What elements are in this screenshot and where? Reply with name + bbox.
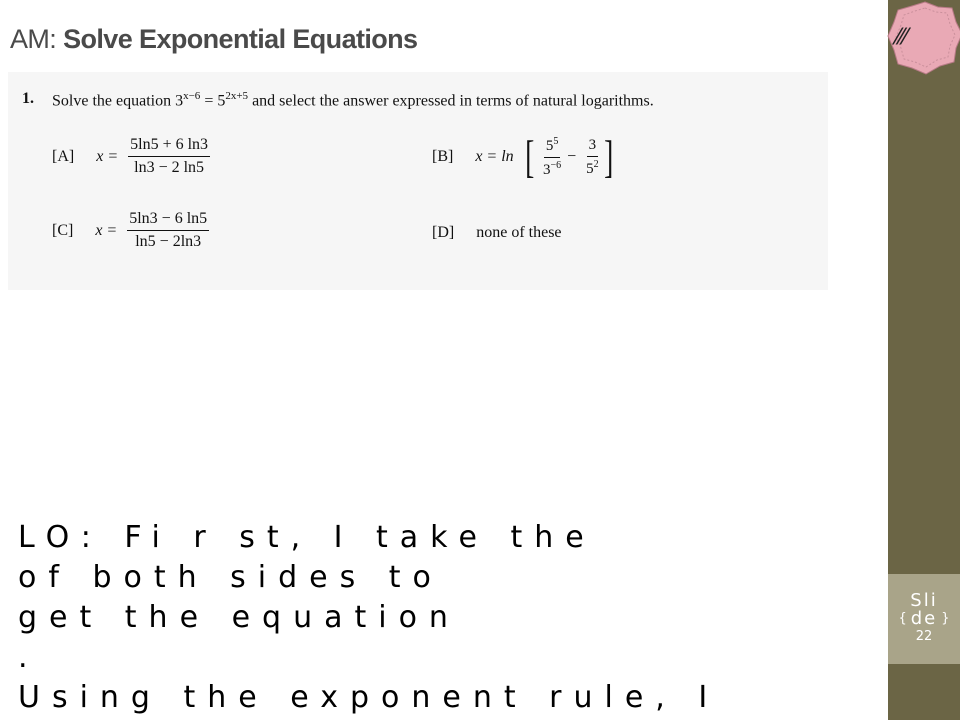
minus-sign: −	[567, 148, 577, 165]
fraction	[586, 137, 599, 178]
fraction-numerator: 5ln5 + 6 ln3	[128, 136, 210, 157]
slide-label: de	[910, 608, 938, 629]
choice-b[interactable]	[432, 131, 618, 182]
slide-label: Sli	[910, 590, 938, 611]
body-text	[18, 518, 878, 718]
title-lead: AM:	[10, 24, 64, 54]
title-main: Solve Exponential Equations	[63, 24, 418, 54]
brace-left-icon: {	[898, 611, 907, 626]
problem-prompt	[52, 90, 654, 110]
prompt-part: Solve the equation 3	[52, 92, 184, 110]
slide-number-tab	[888, 574, 960, 664]
choice-text: none of these	[476, 224, 562, 241]
fraction-numerator	[544, 136, 561, 158]
body-line: get the equation	[18, 600, 460, 635]
problem-number: 1.	[22, 90, 34, 107]
base: 5	[586, 160, 594, 177]
body-line: of both sides to	[18, 560, 443, 595]
exponent: 2x+5	[225, 90, 249, 102]
choice-var: x = ln	[475, 148, 514, 165]
brace-right-icon: }	[941, 611, 950, 626]
prompt-part: = 5	[200, 92, 226, 110]
svg-text:⁄⁄⁄: ⁄⁄⁄	[896, 25, 908, 50]
fraction	[127, 210, 209, 251]
exponent: −6	[550, 159, 562, 171]
choice-c[interactable]	[52, 210, 209, 251]
choice-tag: [A]	[52, 147, 75, 165]
fraction-numerator: 3	[587, 137, 599, 157]
fraction-denominator	[543, 158, 561, 179]
body-line: Using the exponent rule, I	[18, 680, 720, 715]
prompt-part: and select the answer expressed in terms of natural logarithms.	[248, 92, 654, 110]
bracket-right: ]	[603, 131, 613, 182]
problem-card	[8, 72, 828, 290]
choice-tag: [C]	[52, 221, 74, 239]
choice-tag: [B]	[432, 148, 454, 165]
fraction-numerator: 5ln3 − 6 ln5	[127, 210, 209, 231]
body-line: LO: Fi r st, I take the	[18, 520, 596, 555]
choice-a[interactable]	[52, 136, 210, 177]
choice-tag: [D]	[432, 224, 455, 241]
fraction	[543, 136, 561, 179]
choice-var: x =	[96, 147, 119, 165]
exponent: 2	[593, 158, 599, 170]
bracket-left: [	[524, 131, 534, 182]
body-line: .	[18, 640, 40, 675]
slide-title	[10, 24, 417, 64]
exponent: x−6	[183, 90, 201, 102]
slide-label-brace	[898, 610, 949, 628]
badge-decoration-icon	[886, 0, 960, 76]
base: 3	[543, 161, 551, 178]
fraction	[128, 136, 210, 177]
fraction-denominator: ln5 − 2ln3	[135, 233, 202, 250]
fraction-denominator	[586, 157, 599, 178]
slide-number: 22	[915, 629, 933, 644]
fraction-denominator: ln3 − 2 ln5	[134, 159, 205, 176]
choice-var: x =	[95, 221, 118, 239]
exponent: 5	[553, 135, 559, 147]
base: 5	[545, 137, 554, 154]
choice-d[interactable]	[432, 224, 562, 242]
